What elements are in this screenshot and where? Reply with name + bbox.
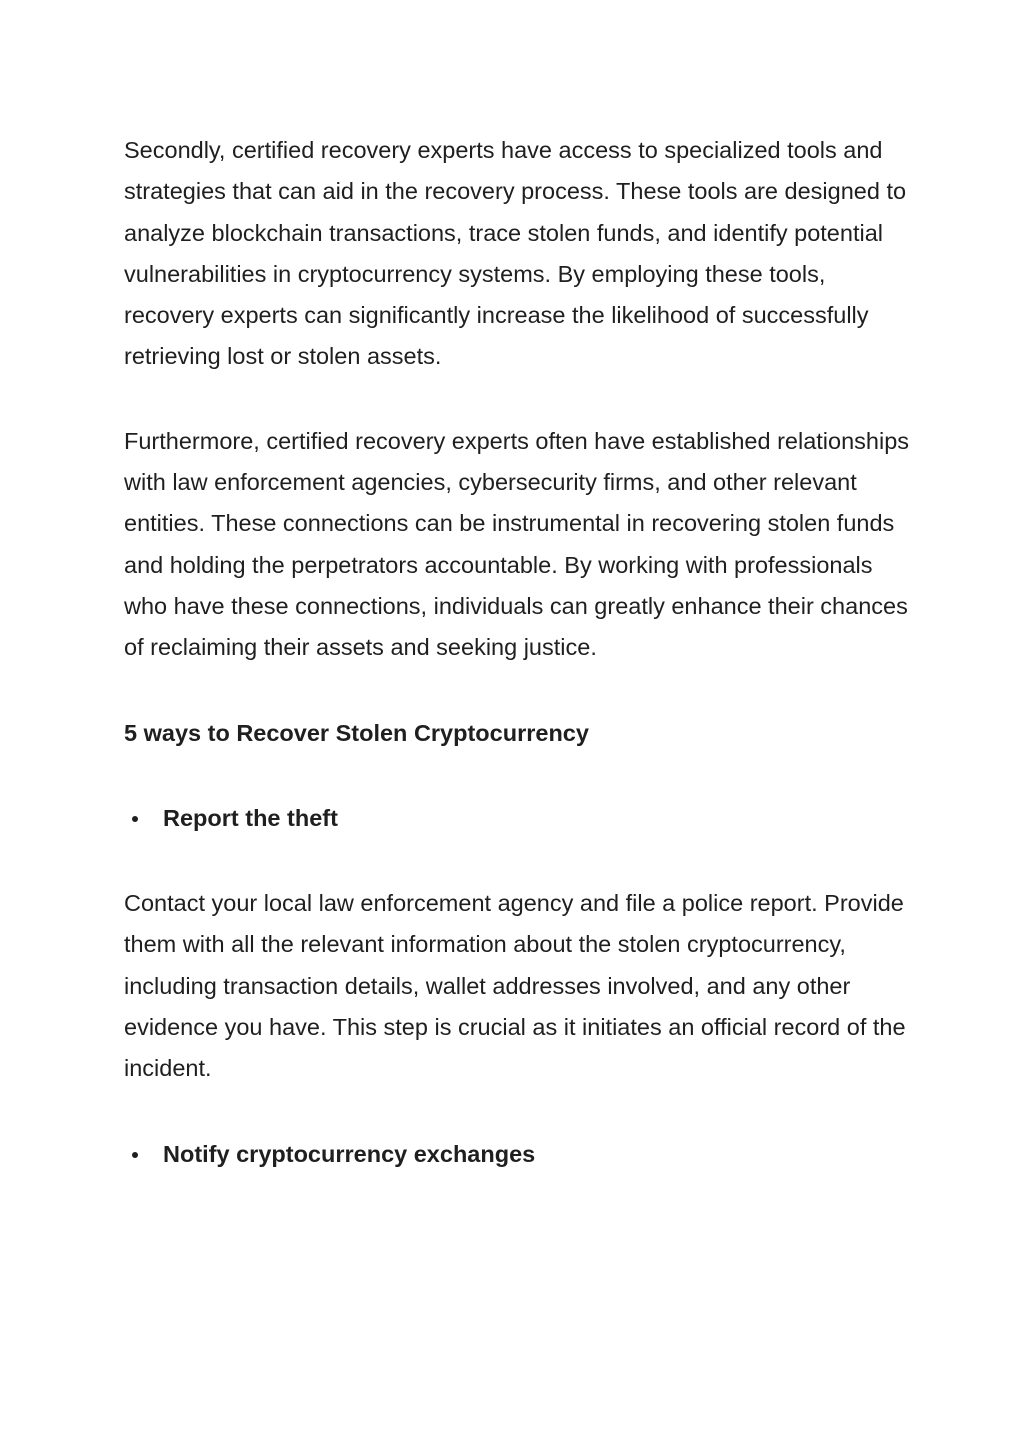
- paragraph-recovery-tools: Secondly, certified recovery experts have access to specialized tools and strategies that can aid in the recovery process. These tools are designed to analyze blockchain transactions, trace stolen funds, and identify potential vulnerabilities in cryptocurrency systems. By employing these tools, recovery experts can significantly increase the likelihood of successfully retrieving lost or stolen assets.: [124, 137, 907, 370]
- bullet-item-report-theft: [124, 798, 914, 839]
- bullet-label: Report the theft: [163, 804, 338, 831]
- document-page: [124, 130, 914, 1219]
- bullet-dot-icon: [132, 816, 138, 822]
- paragraph-contact-law-enforcement: Contact your local law enforcement agency and file a police report. Provide them with all the relevant information about the stolen cryptocurrency, including transaction details, wallet addresses involved, and any other evidence you have. This step is crucial as it initiates an official record of the incident.: [124, 890, 906, 1082]
- paragraph-law-enforcement-relationships: Furthermore, certified recovery experts often have established relationships with law enforcement agencies, cybersecurity firms, and other relevant entities. These connections can be instrumental in recovering stolen funds and holding the perpetrators accountable. By working with professionals who have these connections, individuals can greatly enhance their chances of reclaiming their assets and seeking justice.: [124, 427, 910, 661]
- bullet-label: Notify cryptocurrency exchanges: [163, 1140, 536, 1167]
- bullet-dot-icon: [132, 1152, 138, 1158]
- bullet-item-notify-exchanges: [124, 1134, 914, 1175]
- section-heading: 5 ways to Recover Stolen Cryptocurrency: [124, 719, 589, 746]
